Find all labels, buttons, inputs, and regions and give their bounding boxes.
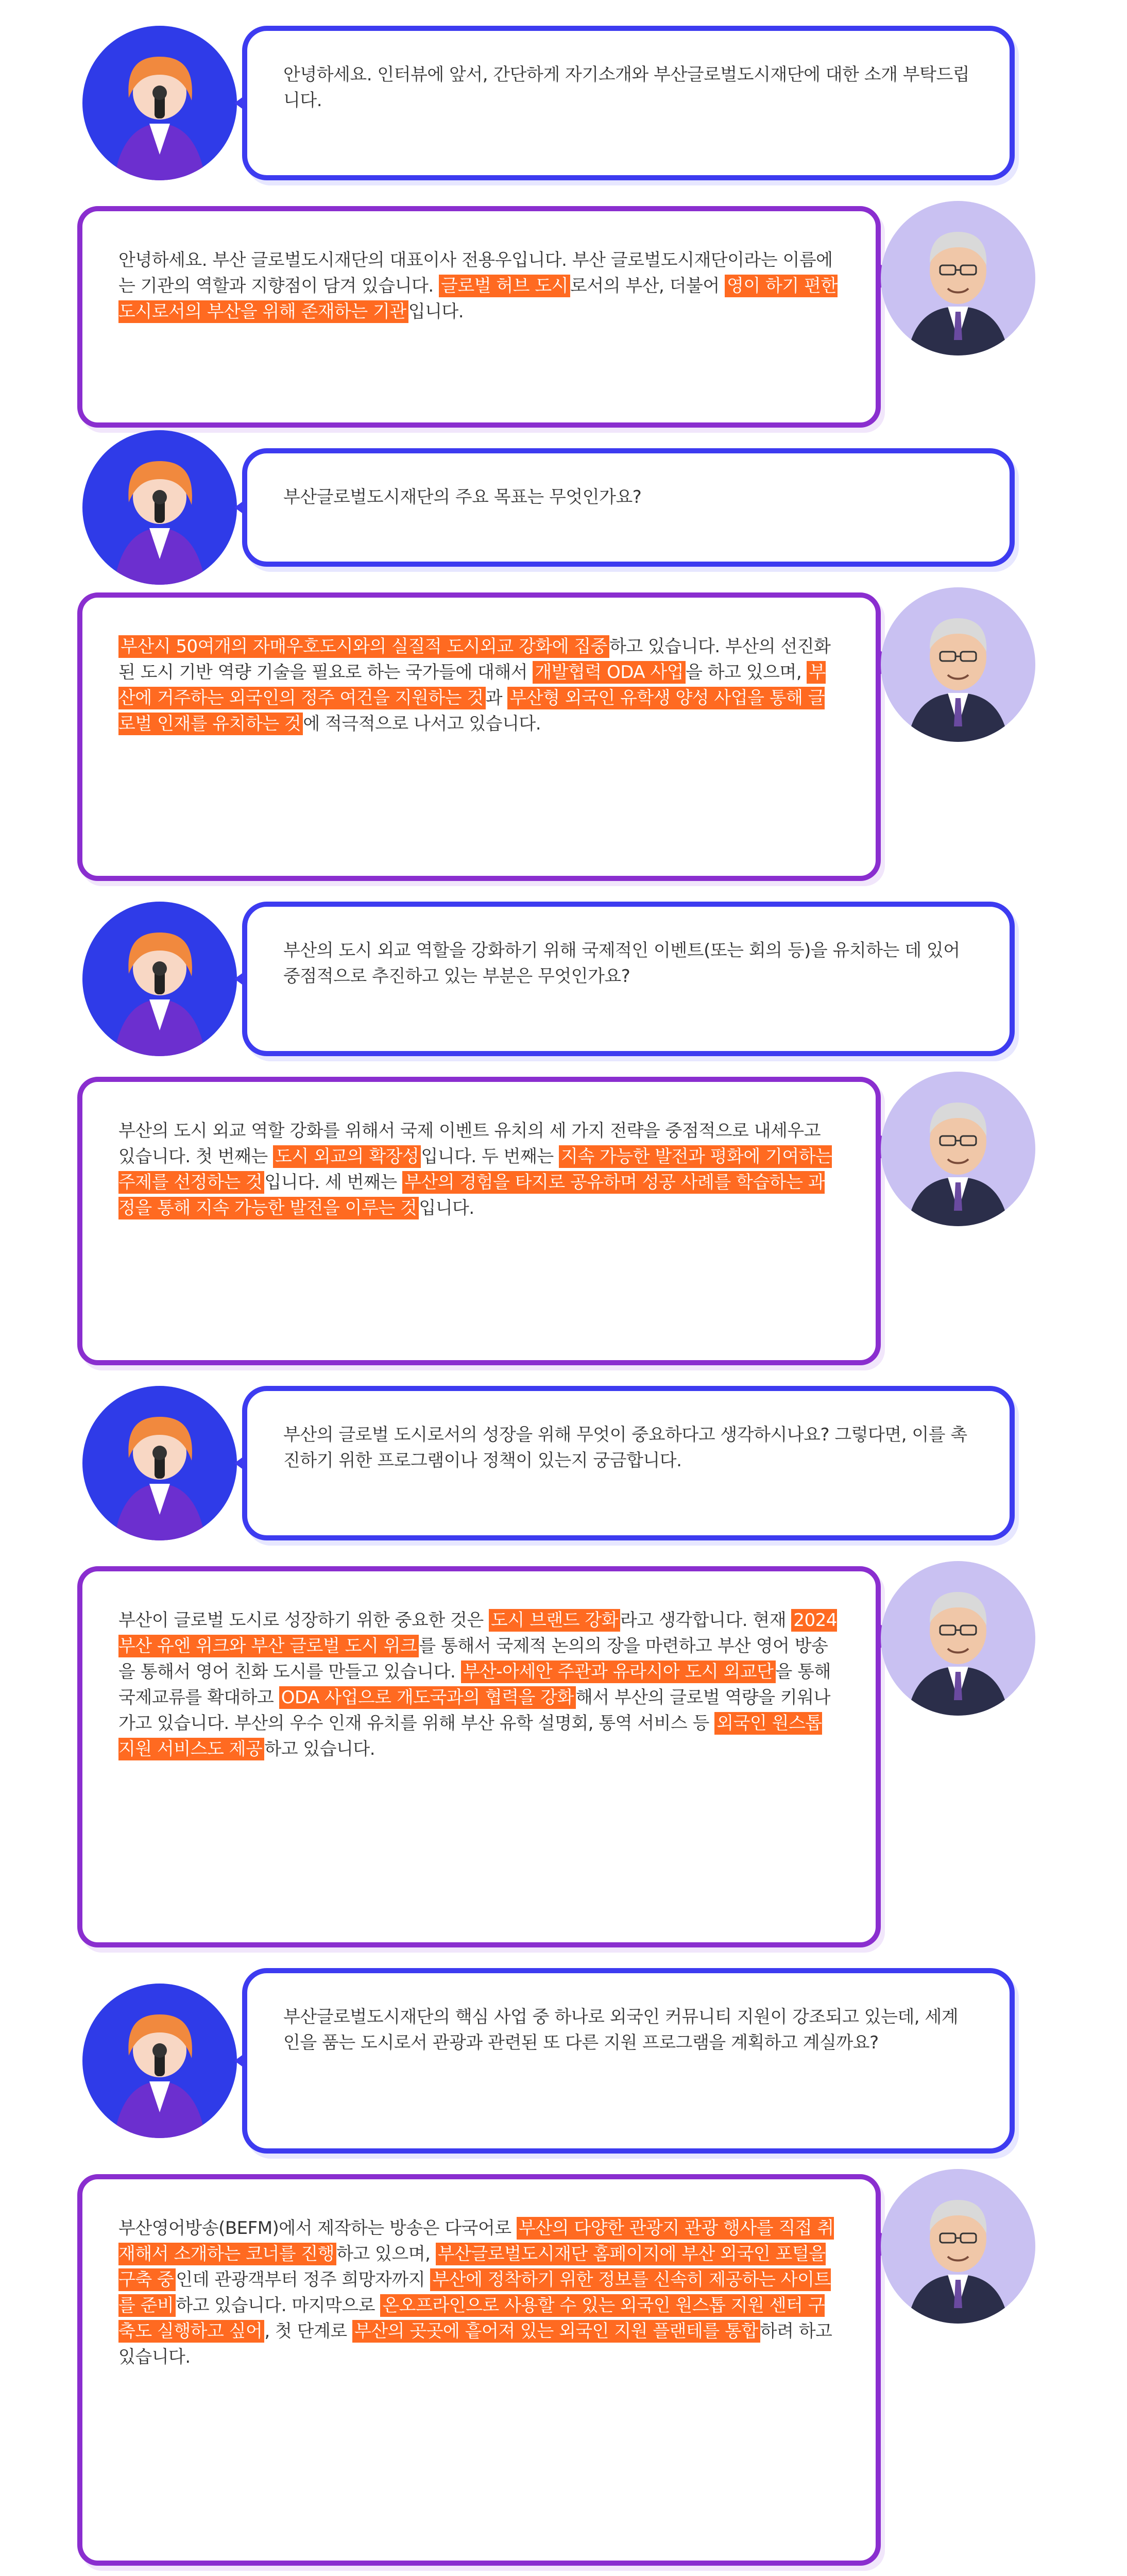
interviewee-avatar	[876, 1066, 1040, 1231]
answer-highlight: 부산의 다양한 관광지 관광 행사를 직접 취재해서 소개하는 코너를 진행	[118, 2218, 834, 2264]
answer-segment: 에 적극적으로 나서고 있습니다.	[303, 714, 541, 734]
answer-text	[118, 1607, 840, 1762]
answer-bubble	[77, 1566, 881, 1947]
interviewee-avatar	[876, 2164, 1040, 2329]
answer-segment: 안녕하세요. 부산 글로벌도시재단의 대표이사 전용우입니다. 부산 글로벌도시재단이라는 이름에는 기관의 역할과 지향점이 담겨 있습니다.	[118, 250, 833, 296]
answer-text	[118, 634, 840, 737]
answer-highlight: 외국인 원스톱 지원 서비스도 제공	[118, 1713, 822, 1759]
answer-highlight: 부산-아세안 주관과 유라시아 도시 외교단	[461, 1660, 776, 1683]
answer-segment: 입니다.	[408, 301, 464, 322]
interviewee-avatar	[876, 1556, 1040, 1721]
answer-highlight: 부산글로벌도시재단 홈페이지에 부산 외국인 포털을 구축 중	[118, 2244, 826, 2290]
answer-segment: 하고 있으며,	[336, 2244, 436, 2264]
question-bubble	[242, 1968, 1015, 2154]
answer-segment: 인데 관광객부터 정주 희망자까지	[176, 2269, 431, 2290]
answer-highlight: 2024 부산 유엔 위크와 부산 글로벌 도시 위크	[118, 1610, 837, 1656]
interviewer-avatar	[77, 21, 242, 185]
answer-segment: 을 하고 있으며,	[686, 662, 807, 683]
interviewee-avatar	[876, 582, 1040, 747]
answer-segment: 입니다. 두 번째는	[421, 1146, 559, 1167]
question-bubble	[242, 448, 1015, 567]
answer-bubble	[77, 2174, 881, 2566]
answer-highlight: 부산에 거주하는 외국인의 정주 여건을 지원하는 것	[118, 662, 826, 708]
answer-bubble	[77, 1077, 881, 1365]
interviewee-avatar	[876, 196, 1040, 361]
answer-highlight: 도시 외교의 확장성	[273, 1145, 421, 1168]
question-text: 안녕하세요. 인터뷰에 앞서, 간단하게 자기소개와 부산글로벌도시재단에 대한 소개 부탁드립니다.	[283, 64, 970, 111]
question-text: 부산의 글로벌 도시로서의 성장을 위해 무엇이 중요하다고 생각하시나요? 그렇다면, 이를 촉진하기 위한 프로그램이나 정책이 있는지 궁금합니다.	[283, 1425, 967, 1471]
question-bubble	[242, 26, 1015, 180]
answer-highlight: 영이 하기 편한 도시로서의 부산을 위해 존재하는 기관	[118, 276, 838, 322]
answer-segment: 과	[485, 688, 508, 708]
question-text: 부산글로벌도시재단의 핵심 사업 중 하나로 외국인 커뮤니티 지원이 강조되고 있는데, 세계인을 품는 도시로서 관광과 관련된 또 다른 지원 프로그램을 계획하고 계실까요?	[283, 2007, 959, 2053]
answer-highlight: 개발협력 ODA 사업	[533, 661, 686, 684]
answer-highlight: 부산의 경험을 타지로 공유하며 성공 사례를 학습하는 과정을 통해 지속 가능한 발전을 이루는 것	[118, 1172, 825, 1218]
interviewer-avatar	[77, 896, 242, 1061]
answer-segment: 로서의 부산, 더불어	[570, 276, 725, 296]
answer-segment: 하고 있습니다.	[264, 1739, 375, 1759]
answer-segment: 라고 생각합니다. 현재	[620, 1610, 792, 1631]
answer-segment: 입니다.	[419, 1198, 474, 1218]
answer-segment: 하고 있습니다. 부산의 선진화된 도시 기반 역량 기술을 필요로 하는 국가들에 대해서	[118, 636, 831, 683]
answer-highlight: 지속 가능한 발전과 평화에 기여하는 주제를 선정하는 것	[118, 1146, 832, 1193]
answer-highlight: 온오프라인으로 사용할 수 있는 외국인 원스톱 지원 센터 구축도 실행하고 싶어	[118, 2295, 825, 2342]
answer-highlight: 부산시 50여개의 자매우호도시와의 실질적 도시외교 강화에 집중	[118, 635, 609, 658]
answer-segment: 하려 하고 있습니다.	[118, 2321, 832, 2367]
answer-segment: 을 통해 국제교류를 확대하고	[118, 1662, 831, 1708]
question-bubble	[242, 902, 1015, 1056]
answer-highlight: 부산에 정착하기 위한 정보를 신속히 제공하는 사이트를 준비	[118, 2269, 831, 2316]
answer-segment: 입니다. 세 번째는	[264, 1172, 403, 1193]
answer-segment: 하고 있습니다. 마지막으로	[176, 2295, 381, 2316]
answer-text	[118, 247, 840, 325]
answer-segment: 해서 부산의 글로벌 역량을 키워나가고 있습니다. 부산의 우수 인재 유치를 위해 부산 유학 설명회, 통역 서비스 등	[118, 1687, 830, 1734]
interviewer-avatar	[77, 1381, 242, 1546]
question-bubble	[242, 1386, 1015, 1540]
answer-highlight: 도시 브랜드 강화	[489, 1609, 620, 1632]
answer-segment: 부산영어방송(BEFM)에서 제작하는 방송은 다국어로	[118, 2218, 517, 2239]
question-text: 부산의 도시 외교 역할을 강화하기 위해 국제적인 이벤트(또는 회의 등)을 유치하는 데 있어 중점적으로 추진하고 있는 부분은 무엇인가요?	[283, 940, 960, 987]
answer-highlight: 부산형 외국인 유학생 양성 사업을 통해 글로벌 인재를 유치하는 것	[118, 688, 825, 734]
answer-segment: 부산의 도시 외교 역할 강화를 위해서 국제 이벤트 유치의 세 가지 전략을 중점적으로 내세우고 있습니다. 첫 번째는	[118, 1121, 821, 1167]
answer-segment: 를 통해서 국제적 논의의 장을 마련하고 부산 영어 방송을 통해서 영어 친화 도시를 만들고 있습니다.	[118, 1636, 828, 1682]
answer-segment: 부산이 글로벌 도시로 성장하기 위한 중요한 것은	[118, 1610, 489, 1631]
interviewer-avatar	[77, 1978, 242, 2143]
interviewer-avatar	[77, 2573, 242, 2576]
answer-bubble	[77, 206, 881, 428]
answer-text	[118, 2215, 840, 2370]
question-text: 부산글로벌도시재단의 주요 목표는 무엇인가요?	[283, 487, 642, 507]
answer-text	[118, 1118, 840, 1221]
answer-bubble	[77, 592, 881, 881]
answer-highlight: 부산의 곳곳에 흩어져 있는 외국인 지원 플랜테를 통합	[352, 2320, 760, 2343]
answer-highlight: ODA 사업으로 개도국과의 협력을 강화	[279, 1686, 576, 1709]
answer-segment: , 첫 단계로	[264, 2321, 352, 2342]
interviewer-avatar	[77, 425, 242, 590]
answer-highlight: 글로벌 허브 도시	[439, 275, 570, 297]
